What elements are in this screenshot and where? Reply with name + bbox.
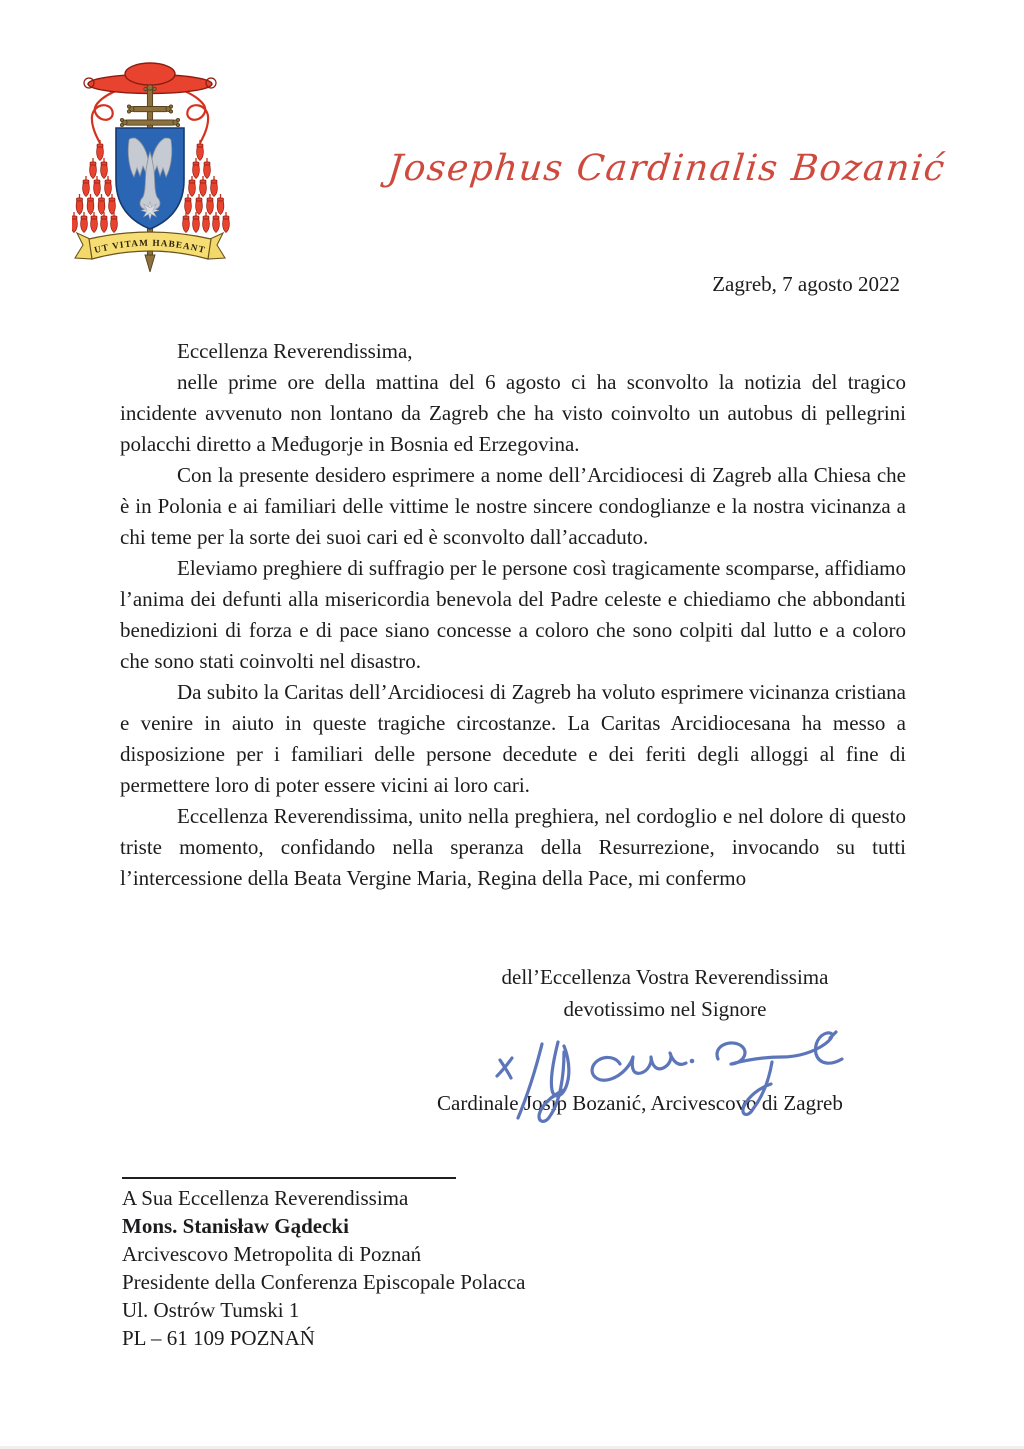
recipient-line: Arcivescovo Metropolita di Poznań: [122, 1242, 422, 1266]
letter-body: [120, 336, 906, 894]
paragraph-5: Eccellenza Reverendissima, unito nella preghiera, nel cordoglio e nel dolore di questo triste momento, confidando nella speranza della Resurrezione, invocando su tutti l’intercessione della Beata Vergine Maria, Regina della Pace, mi confermo: [120, 804, 906, 890]
coat-of-arms: [72, 62, 232, 272]
closing-line-2: devotissimo nel Signore: [563, 997, 767, 1021]
salutation: Eccellenza Reverendissima,: [177, 339, 413, 363]
closing-block: [430, 961, 900, 1025]
recipient-divider: [122, 1177, 456, 1179]
paragraph-1: nelle prime ore della mattina del 6 agosto ci ha sconvolto la notizia del tragico incidente avvenuto non lontano da Zagreb che ha visto coinvolto un autobus di pellegrini polacchi diretto a Međugorje in Bosnia ed Erzegovina.: [120, 370, 906, 456]
recipient-line: Presidente della Conferenza Episcopale Polacca: [122, 1270, 526, 1294]
signature-name: Cardinale Josip Bozanić, Arcivescovo di Zagreb: [437, 1091, 843, 1115]
recipient-line: A Sua Eccellenza Reverendissima: [122, 1186, 409, 1210]
tassels-right: [183, 140, 230, 233]
recipient-line: PL – 61 109 POZNAŃ: [122, 1326, 315, 1350]
paragraph-4: Da subito la Caritas dell’Arcidiocesi di Zagreb ha voluto esprimere vicinanza cristiana e venire in aiuto in queste tragiche circostanze. La Caritas Arcidiocesana ha messo a disposizione per i familiari delle persone decedute e dei feriti degli alloggi al fine di permettere loro di poter essere vicini ai loro cari.: [120, 680, 906, 797]
recipient-line: Ul. Ostrów Tumski 1: [122, 1298, 300, 1322]
date-line: Zagreb, 7 agosto 2022: [712, 272, 900, 296]
recipient-block: [122, 1184, 526, 1352]
handwritten-signature: [478, 1030, 878, 1130]
paragraph-3: Eleviamo preghiere di suffragio per le persone così tragicamente scomparse, affidiamo l’anima dei defunti alla misericordia benevola del Padre celeste e chiediamo che abbondanti benedizioni di forza e di pace siano concesse a coloro che sono colpiti dal lutto e a coloro che sono stati coinvolti nel disastro.: [120, 556, 906, 673]
closing-line-1: dell’Eccellenza Vostra Reverendissima: [501, 965, 829, 989]
paragraph-2: Con la presente desidero esprimere a nome dell’Arcidiocesi di Zagreb alla Chiesa che è in Polonia e ai familiari delle vittime le nostre sincere condoglianze e la nostra vicinanza a chi teme per la sorte dei suoi cari ed è sconvolto dall’accaduto.: [120, 463, 906, 549]
motto-text: UT VITAM HABEANT: [93, 237, 207, 256]
tassels-left: [72, 140, 117, 233]
recipient-name: Mons. Stanisław Gądecki: [122, 1214, 349, 1238]
letterhead-script: Josephus Cardinalis Bozanić: [385, 148, 948, 189]
